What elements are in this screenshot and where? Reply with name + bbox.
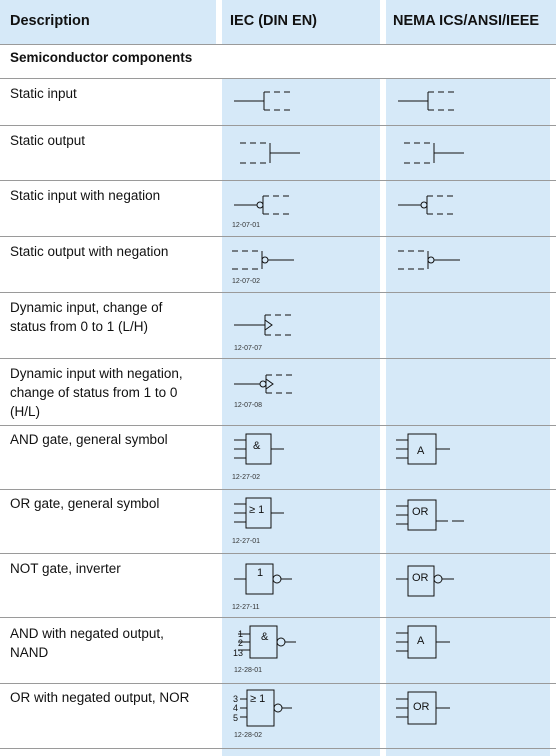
input-pin-number: 13 — [233, 648, 244, 658]
dynamic-input-negation-icon — [222, 359, 380, 425]
static-input-icon — [386, 79, 550, 125]
static-input-negation-icon — [222, 181, 380, 236]
header-iec: IEC (DIN EN) — [230, 13, 317, 29]
static-output-icon — [386, 126, 550, 180]
row-description: Dynamic input, change of status from 0 to 1 (L/H) — [10, 300, 163, 334]
row-separator — [0, 748, 556, 749]
gate-label: A — [417, 635, 425, 647]
row-description: Dynamic input with negation, change of status from 1 to 0 (H/L) — [10, 366, 183, 419]
iec-code: 12-27-11 — [232, 604, 260, 611]
static-output-negation-icon — [222, 237, 380, 292]
row-description: Static output — [10, 133, 86, 148]
iec-code: 12-07-01 — [232, 222, 261, 229]
static-input-icon — [222, 79, 380, 125]
dynamic-input-icon — [222, 293, 380, 358]
static-output-icon — [222, 126, 380, 180]
gate-label: OR — [412, 506, 429, 518]
input-pin-number: 1 — [238, 629, 244, 639]
nor-gate-icon — [386, 684, 550, 748]
gate-label: A — [417, 445, 425, 457]
iec-code: 12-07-07 — [234, 345, 263, 352]
gate-label: & — [261, 631, 269, 643]
gate-label: 1 — [257, 567, 264, 579]
not-gate-icon — [386, 554, 550, 617]
and-gate-icon — [386, 426, 550, 489]
row-description: OR gate, general symbol — [10, 496, 160, 511]
static-input-negation-icon — [386, 181, 550, 236]
static-output-negation-icon — [386, 237, 550, 292]
iec-code: 12-27-01 — [232, 538, 261, 545]
row-description: Static input — [10, 86, 77, 101]
nand-gate-icon — [386, 618, 550, 683]
section-title: Semiconductor components — [10, 50, 193, 65]
header-gap — [380, 0, 386, 44]
nand-gate-icon — [222, 618, 380, 683]
input-pin-number: 3 — [233, 694, 239, 704]
header-nema: NEMA ICS/ANSI/IEEE — [393, 13, 540, 29]
iec-code: 12-27-02 — [232, 474, 261, 481]
input-pin-number: 2 — [238, 638, 244, 648]
not-gate-icon — [222, 554, 380, 617]
or-gate-icon — [222, 490, 380, 553]
iec-code: 12-28-01 — [234, 667, 263, 674]
gate-label: OR — [412, 572, 429, 584]
gate-label: ≥ 1 — [250, 693, 266, 705]
gate-label: & — [253, 440, 261, 452]
row-description: Static input with negation — [10, 188, 161, 203]
row-description: NOT gate, inverter — [10, 561, 121, 576]
and-gate-icon — [222, 426, 380, 489]
or-gate-icon — [386, 490, 550, 553]
header-description: Description — [10, 13, 90, 29]
iec-code: 12-28-02 — [234, 732, 263, 739]
row-description: Static output with negation — [10, 244, 169, 259]
row-description: AND gate, general symbol — [10, 432, 168, 447]
gate-label: OR — [413, 701, 430, 713]
row-description: OR with negated output, NOR — [10, 690, 190, 705]
input-pin-number: 5 — [233, 713, 239, 723]
separator — [0, 44, 556, 45]
gate-label: ≥ 1 — [249, 504, 265, 516]
header-gap — [216, 0, 222, 44]
row-description: AND with negated output, NAND — [10, 626, 164, 660]
input-pin-number: 4 — [233, 703, 239, 713]
iec-code: 12-07-08 — [234, 402, 263, 409]
nor-gate-icon — [222, 684, 380, 748]
iec-code: 12-07-02 — [232, 278, 261, 285]
